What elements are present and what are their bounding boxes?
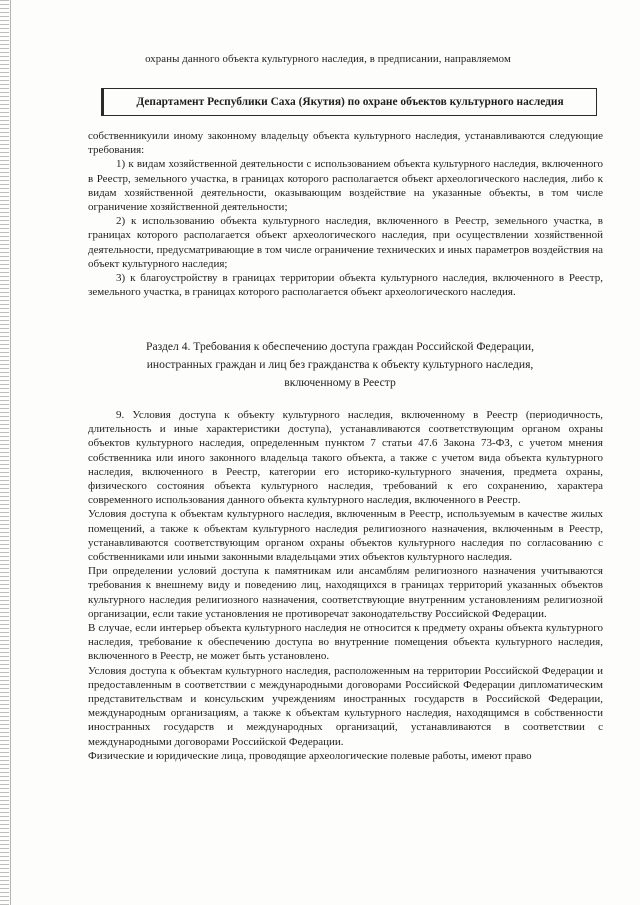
- section-heading-line-3: включенному в Реестр: [284, 376, 396, 389]
- paragraph-residential-religious: Условия доступа к объектам культурного наследия, включенным в Реестр, используемым в качестве жилых помещений, а также к объектам культурного наследия религиозного назначения, включенным в Реестр, устанавливаются соответствующим органом охраны объектов культурного наследия по согласованию с собственниками или иными законными владельцами этих объектов культурного наследия.: [88, 508, 603, 564]
- section-heading-line-2: иностранных граждан и лиц без гражданства к объекту культурного наследия,: [146, 358, 534, 371]
- continuation-line: охраны данного объекта культурного наследия, в предписании, направляемом: [145, 53, 511, 65]
- paragraph-diplomatic: Условия доступа к объектам культурного наследия, расположенным на территории Российской Федерации и предоставленным в соответствии с международными договорами Российской Федерации дипломатическим представительствам и консульским учреждениям иностранных государств в Российской Федерации, международным организациям, а также к объектам культурного наследия, находящимся в собственности иностранных государств и международных организаций, устанавливаются в соответствии с международными договорами Российской Федерации.: [88, 664, 603, 748]
- access-conditions-block: [88, 408, 603, 763]
- requirements-block: [88, 129, 603, 299]
- scan-margin-texture: [0, 0, 9, 905]
- paragraph-9: 9. Условия доступа к объекту культурного наследия, включенному в Реестр (периодичность, длительность и иные характеристики доступа), устанавливаются соответствующим органом охраны объектов культурного наследия, определенным пунктом 7 статьи 47.6 Закона 73-ФЗ, с учетом мнения собственника или иного законного владельца такого объекта, а также с учетом вида объекта культурного наследия, включенного в Реестр, категории его историко-культурного значения, предмета охраны, физического состояния объекта культурного наследия, требований к его сохранению, характера современного использования данного объекта культурного наследия, включенного в Реестр.: [88, 409, 603, 507]
- requirements-intro: собственникуили иному законному владельцу объекта культурного наследия, устанавливаются следующие требования:: [88, 130, 603, 157]
- requirement-item-1: 1) к видам хозяйственной деятельности с использованием объекта культурного наследия, включенного в Реестр, земельного участка, в границах которого располагается объект археологического наследия, либо к видам хозяйственной деятельности, оказывающим воздействие на указанные объекты, в том числе ограничение хозяйственной деятельности;: [88, 158, 603, 214]
- section-heading-line-1: Раздел 4. Требования к обеспечению доступа граждан Российской Федерации,: [146, 340, 534, 353]
- requirement-item-3: 3) к благоустройству в границах территории объекта культурного наследия, включенного в Реестр, земельного участка, в границах которого располагается объект археологического наследия.: [88, 272, 603, 299]
- paragraph-interior: В случае, если интерьер объекта культурного наследия не относится к предмету охраны объекта культурного наследия, требование к обеспечению доступа во внутренние помещения объекта культурного наследия, включенного в Реестр, не может быть установлено.: [88, 622, 603, 663]
- paragraph-archaeological: Физические и юридические лица, проводящие археологические полевые работы, имеют право: [88, 749, 532, 762]
- paragraph-religious-monuments: При определении условий доступа к памятникам или ансамблям религиозного назначения учитываются требования к внешнему виду и поведению лиц, находящихся в границах территорий указанных объектов культурного наследия религиозного назначения, соответствующие внутренним установлениям религиозной организации, если такие установления не противоречат законодательству Российской Федерации.: [88, 565, 603, 620]
- department-stamp: Департамент Республики Саха (Якутия) по охране объектов культурного наследия: [101, 88, 597, 116]
- requirement-item-2: 2) к использованию объекта культурного наследия, включенного в Реестр, земельного участка, в границах которого располагается объект археологического наследия, при осуществлении хозяйственной деятельности, предусматривающие в том числе ограничение технических и иных параметров воздействия на объект культурного наследия;: [88, 215, 603, 270]
- section-heading: [100, 338, 580, 392]
- scan-margin-line: [10, 0, 11, 905]
